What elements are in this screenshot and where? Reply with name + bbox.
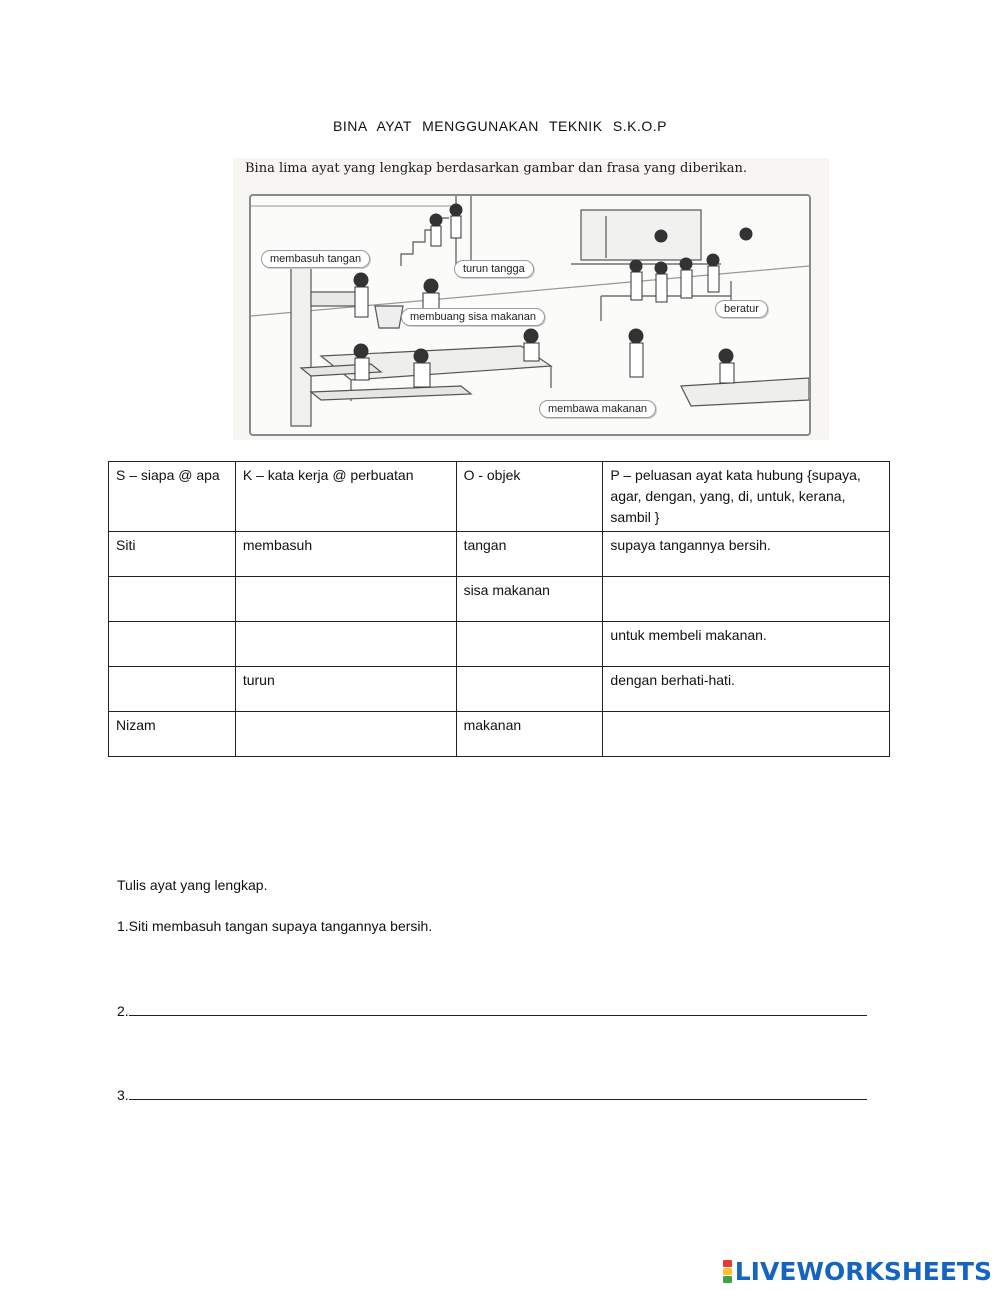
cell-objek: tangan: [456, 532, 603, 577]
cell-peluasan-input[interactable]: [603, 712, 890, 757]
table-row: [109, 577, 890, 622]
worksheet-title: BINA AYAT MENGGUNAKAN TEKNIK S.K.O.P: [332, 118, 667, 134]
scanned-exercise: [233, 158, 829, 440]
answer-3-blank[interactable]: [129, 1085, 867, 1100]
instruction-text: Bina lima ayat yang lengkap berdasarkan gambar dan frasa yang diberikan.: [245, 161, 747, 176]
cell-subjek: Siti: [109, 532, 236, 577]
cell-objek-input[interactable]: [456, 622, 603, 667]
cell-objek: sisa makanan: [456, 577, 603, 622]
header-subjek: S – siapa @ apa: [109, 462, 236, 532]
answer-2: [117, 1001, 867, 1019]
brand-name: LIVEWORKSHEETS: [734, 1256, 992, 1286]
skop-table: [108, 461, 890, 757]
cell-objek: makanan: [456, 712, 603, 757]
logo-blocks-icon: [723, 1260, 732, 1283]
cell-peluasan: dengan berhati-hati.: [603, 667, 890, 712]
liveworksheets-logo: [723, 1258, 992, 1284]
cell-peluasan: supaya tangannya bersih.: [603, 532, 890, 577]
cell-peluasan-input[interactable]: [603, 577, 890, 622]
answer-3-number: 3.: [117, 1087, 129, 1103]
label-beratur: beratur: [715, 300, 768, 318]
cell-objek-input[interactable]: [456, 667, 603, 712]
table-row: [109, 712, 890, 757]
cell-subjek-input[interactable]: [109, 667, 236, 712]
label-turun-tangga: turun tangga: [454, 260, 534, 278]
answer-2-number: 2.: [117, 1003, 129, 1019]
cell-kata-kerja: membasuh: [235, 532, 456, 577]
header-kata-kerja: K – kata kerja @ perbuatan: [235, 462, 456, 532]
table-row: [109, 622, 890, 667]
answer-2-blank[interactable]: [129, 1001, 867, 1016]
table-row: [109, 532, 890, 577]
answer-3: [117, 1085, 867, 1103]
label-membawa-makanan: membawa makanan: [539, 400, 656, 418]
cell-subjek: Nizam: [109, 712, 236, 757]
canteen-illustration: [249, 194, 811, 436]
header-peluasan: P – peluasan ayat kata hubung {supaya, agar, dengan, yang, di, untuk, kerana, sambil }: [603, 462, 890, 532]
cell-kata-kerja-input[interactable]: [235, 577, 456, 622]
cell-subjek-input[interactable]: [109, 622, 236, 667]
cell-kata-kerja: turun: [235, 667, 456, 712]
cell-subjek-input[interactable]: [109, 577, 236, 622]
table-row: [109, 667, 890, 712]
cell-kata-kerja-input[interactable]: [235, 712, 456, 757]
table-header-row: [109, 462, 890, 532]
header-objek: O - objek: [456, 462, 603, 532]
write-prompt: Tulis ayat yang lengkap.: [117, 877, 268, 893]
cell-peluasan: untuk membeli makanan.: [603, 622, 890, 667]
cell-kata-kerja-input[interactable]: [235, 622, 456, 667]
answer-1: 1.Siti membasuh tangan supaya tangannya bersih.: [117, 918, 433, 934]
label-membuang-sisa-makanan: membuang sisa makanan: [401, 308, 545, 326]
label-membasuh-tangan: membasuh tangan: [261, 250, 370, 268]
